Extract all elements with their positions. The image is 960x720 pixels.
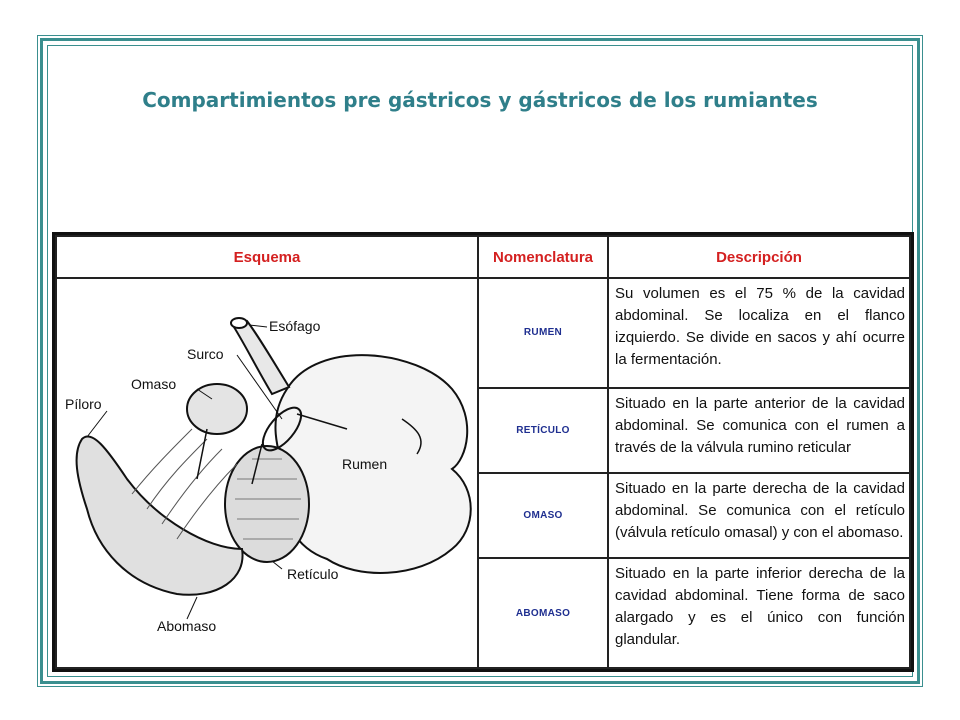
nomenclature-rumen: RUMEN: [478, 278, 608, 388]
header-description: Descripción: [608, 236, 910, 278]
esophagus-opening: [231, 318, 247, 328]
slide-title: Compartimientos pre gástricos y gástricos de los rumiantes: [142, 88, 818, 112]
stomach-table: [52, 232, 914, 672]
nomenclature-omaso: OMASO: [478, 473, 608, 558]
header-nomenclature: Nomenclatura: [478, 236, 608, 278]
table-row: [56, 278, 910, 388]
stomach-diagram: [57, 279, 475, 675]
omasum-shape: [187, 384, 247, 434]
label-rumen: Rumen: [342, 456, 388, 472]
nomenclature-reticulo: RETÍCULO: [478, 388, 608, 473]
label-esofago: Esófago: [269, 318, 321, 334]
label-abomaso: Abomaso: [157, 618, 217, 634]
label-omaso: Omaso: [131, 376, 177, 392]
table-grid: [55, 235, 911, 669]
reticulum-shape: [225, 446, 309, 562]
scheme-cell: [56, 278, 478, 668]
description-abomaso: Situado en la parte inferior derecha de la cavidad abdominal. Tiene forma de saco alargado y es el único con función glandular.: [608, 558, 910, 668]
header-scheme: Esquema: [56, 236, 478, 278]
description-omaso: Situado en la parte derecha de la cavidad abdominal. Se comunica con el retículo (válvula retículo omasal) y con el abomaso.: [608, 473, 910, 558]
description-rumen: Su volumen es el 75 % de la cavidad abdominal. Se localiza en el flanco izquierdo. Se divide en sacos y ahí ocurre la fermentación.: [608, 278, 910, 388]
label-piloro: Píloro: [65, 396, 102, 412]
abomasum-shape: [77, 436, 243, 594]
label-reticulo: Retículo: [287, 566, 339, 582]
table-header-row: [56, 236, 910, 278]
label-surco: Surco: [187, 346, 224, 362]
nomenclature-abomaso: ABOMASO: [478, 558, 608, 668]
description-reticulo: Situado en la parte anterior de la cavidad abdominal. Se comunica con el rumen a través de la válvula rumino reticular: [608, 388, 910, 473]
